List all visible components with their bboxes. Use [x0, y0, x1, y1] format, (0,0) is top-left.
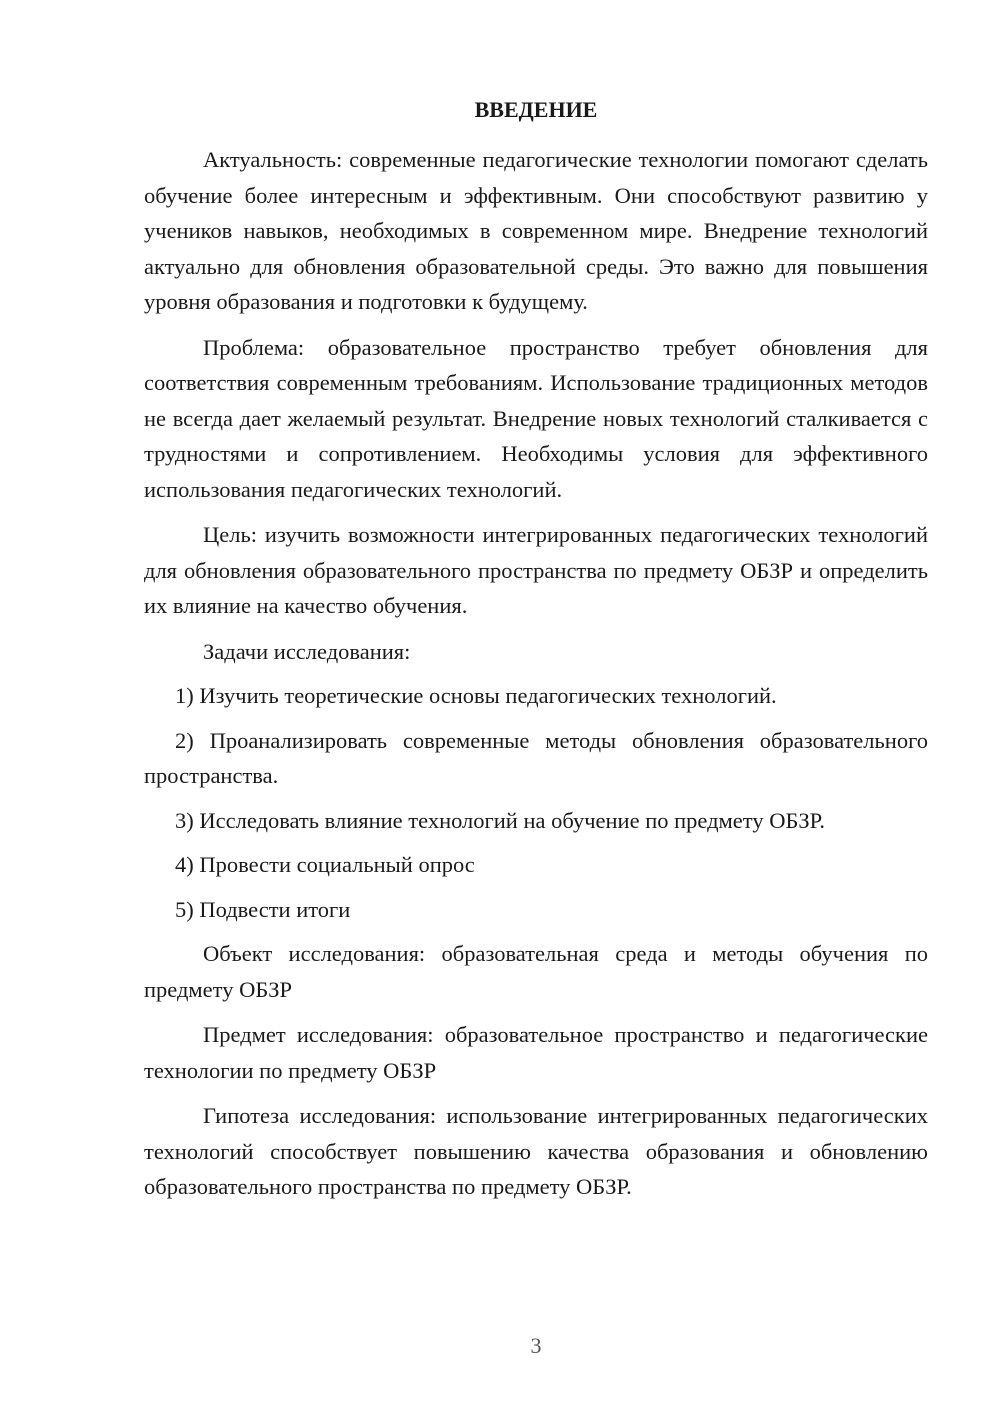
paragraph-subject: Предмет исследования: образовательное пространство и педагогические технологии по предмету ОБЗР [144, 1022, 928, 1083]
paragraph-tasks-heading: Задачи исследования: [203, 638, 411, 664]
task-item: 4) Провести социальный опрос [175, 852, 475, 877]
paragraph-problem: Проблема: образовательное пространство требует обновления для соответствия современным требованиям. Использование традиционных методов не всегда дает желаемый результат. Внедрение новых технологий сталкивается с трудностями и сопротивлением. Необходимы условия для эффективного использования педагогических технологий. [144, 334, 928, 502]
paragraph-object: Объект исследования: образовательная среда и методы обучения по предмету ОБЗР [144, 941, 928, 1002]
task-item: 5) Подвести итоги [175, 896, 351, 922]
paragraph-hypothesis: Гипотеза исследования: использование интегрированных педагогических технологий способствует повышению качества образования и обновлению образовательного пространства по предмету ОБЗР. [144, 1103, 928, 1199]
page-title: ВВЕДЕНИЕ [474, 97, 598, 122]
document-body [144, 142, 928, 1205]
paragraph-goal: Цель: изучить возможности интегрированных педагогических технологий для обновления образовательного пространства по предмету ОБЗР и определить их влияние на качество обучения. [144, 522, 928, 618]
task-item: 2) Проанализировать современные методы обновления образовательного пространства. [144, 727, 928, 788]
task-item: 1) Изучить теоретические основы педагогических технологий. [175, 683, 777, 708]
paragraph-relevance: Актуальность: современные педагогические технологии помогают сделать обучение более интересным и эффективным. Они способствуют развитию у учеников навыков, необходимых в современном мире. Внедрение технологий актуально для обновления образовательной среды. Это важно для повышения уровня образования и подготовки к будущему. [144, 147, 928, 314]
task-item: 3) Исследовать влияние технологий на обучение по предмету ОБЗР. [175, 807, 825, 833]
page-number: 3 [530, 1333, 542, 1358]
